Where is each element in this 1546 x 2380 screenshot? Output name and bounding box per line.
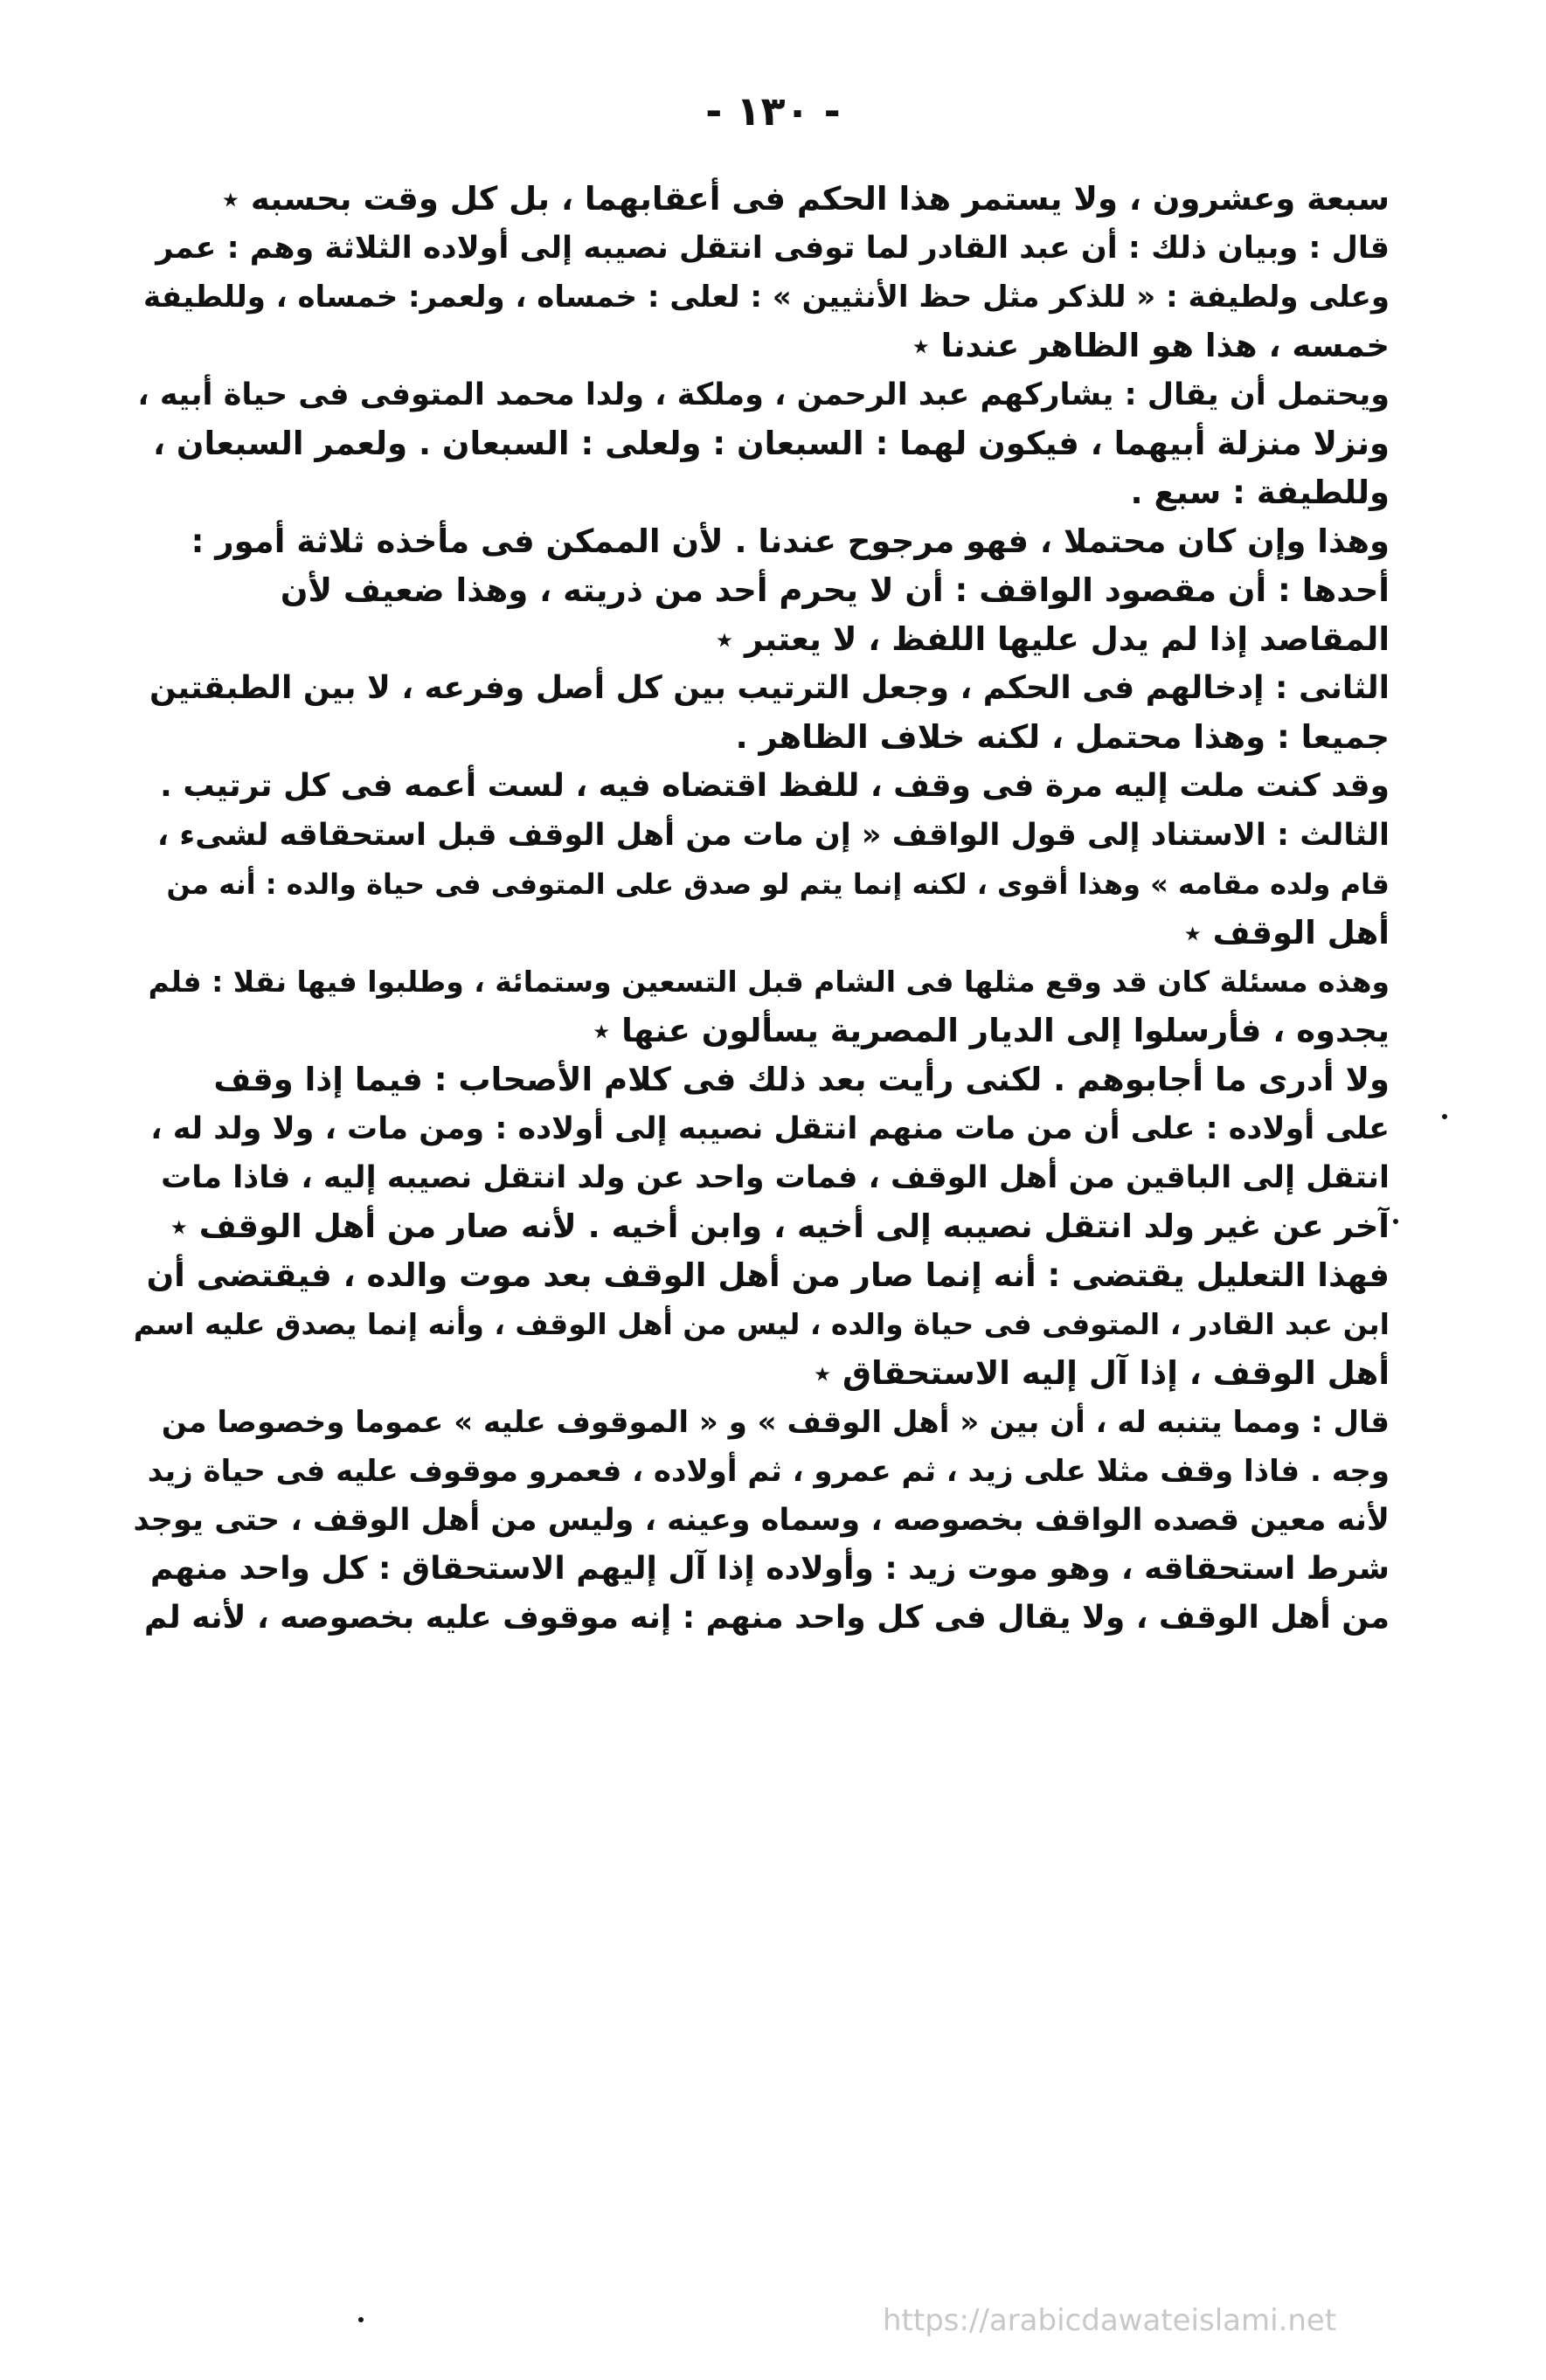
text-line: أحدها : أن مقصود الواقف : أن لا يحرم أحد من ذريته ، وهذا ضعيف لأن	[280, 571, 1390, 609]
text-line: انتقل إلى الباقين من أهل الوقف ، فمات واحد عن ولد انتقل نصيبه إليه ، فاذا مات	[161, 1160, 1390, 1195]
text-line: يجدوه ، فأرسلوا إلى الديار المصرية يسألون عنها ٭	[593, 1012, 1390, 1049]
text-line: أهل الوقف ، إذا آل إليه الاستحقاق ٭	[813, 1354, 1390, 1392]
text-line: أهل الوقف ٭	[1183, 914, 1390, 951]
margin-dot-1	[1442, 1114, 1447, 1119]
text-line: سبعة وعشرون ، ولا يستمر هذا الحكم فى أعقابهما ، بل كل وقت بحسبه ٭	[221, 180, 1390, 218]
text-line: وقد كنت ملت إليه مرة فى وقف ، للفظ اقتضاه فيه ، لست أعمه فى كل ترتيب .	[160, 768, 1390, 804]
text-line: ولا أدرى ما أجابوهم . لكنى رأيت بعد ذلك فى كلام الأصحاب : فيما إذا وقف	[213, 1061, 1390, 1098]
text-line: الثانى : إدخالهم فى الحكم ، وجعل الترتيب بين كل أصل وفرعه ، لا بين الطبقتين	[149, 670, 1390, 706]
text-line: قام ولده مقامه » وهذا أقوى ، لكنه إنما يتم لو صدق على المتوفى فى حياة والده : أنه من	[166, 868, 1390, 901]
text-line: الثالث : الاستناد إلى قول الواقف « إن مات من أهل الوقف قبل استحقاقه لشىء ،	[156, 818, 1390, 853]
page-number: - ١٣٠ -	[705, 87, 841, 135]
text-line: آخر عن غير ولد انتقل نصيبه إلى أخيه ، وابن أخيه . لأنه صار من أهل الوقف ٭	[170, 1207, 1390, 1245]
body-text	[131, 175, 1390, 1643]
text-line: ابن عبد القادر ، المتوفى فى حياة والده ، ليس من أهل الوقف ، وأنه إنما يصدق عليه اسم	[133, 1307, 1390, 1341]
watermark-url: https://arabicdawateislami.net	[883, 2303, 1337, 2338]
text-line: وهذا وإن كان محتملا ، فهو مرجوح عندنا . لأن الممكن فى مأخذه ثلاثة أمور :	[191, 522, 1390, 560]
text-line: خمسه ، هذا هو الظاهر عندنا ٭	[912, 327, 1390, 364]
text-line: لأنه معين قصده الواقف بخصوصه ، وسماه وعينه ، وليس من أهل الوقف ، حتى يوجد	[133, 1503, 1390, 1538]
text-line: وعلى ولطيفة : « للذكر مثل حظ الأنثيين » : لعلى : خمساه ، ولعمر: خمساه ، وللطيفة	[143, 280, 1390, 315]
text-line: من أهل الوقف ، ولا يقال فى كل واحد منهم : إنه موقوف عليه بخصوصه ، لأنه لم	[143, 1600, 1390, 1636]
text-line: فهذا التعليل يقتضى : أنه إنما صار من أهل الوقف بعد موت والده ، فيقتضى أن	[146, 1256, 1390, 1294]
text-line: وهذه مسئلة كان قد وقع مثلها فى الشام قبل التسعين وستمائة ، وطلبوا فيها نقلا : فلم	[148, 965, 1390, 999]
text-line: وللطيفة : سبع .	[1130, 474, 1390, 511]
text-line: قال : وبيان ذلك : أن عبد القادر لما توفى انتقل نصيبه إلى أولاده الثلاثة وهم : عمر	[156, 231, 1390, 266]
text-line: قال : ومما يتنبه له ، أن بين « أهل الوقف » و « الموقوف عليه » عموما وخصوصا من	[161, 1405, 1390, 1440]
text-line: وجه . فاذا وقف مثلا على زيد ، ثم عمرو ، ثم أولاده ، فعمرو موقوف عليه فى حياة زيد	[147, 1454, 1390, 1489]
text-line: شرط استحقاقه ، وهو موت زيد : وأولاده إذا آل إليهم الاستحقاق : كل واحد منهم	[149, 1551, 1390, 1587]
text-line: المقاصد إذا لم يدل عليها اللفظ ، لا يعتبر ٭	[715, 620, 1390, 658]
text-line: على أولاده : على أن من مات منهم انتقل نصيبه إلى أولاده : ومن مات ، ولا ولد له ،	[150, 1111, 1390, 1146]
margin-dot-3	[358, 2317, 364, 2322]
text-line: ويحتمل أن يقال : يشاركهم عبد الرحمن ، وملكة ، ولدا محمد المتوفى فى حياة أبيه ،	[137, 377, 1390, 412]
text-line: ونزلا منزلة أبيهما ، فيكون لهما : السبعان : ولعلى : السبعان . ولعمر السبعان ،	[152, 425, 1390, 462]
margin-dot-2	[1393, 1219, 1398, 1224]
text-line: جميعا : وهذا محتمل ، لكنه خلاف الظاهر .	[735, 718, 1390, 756]
